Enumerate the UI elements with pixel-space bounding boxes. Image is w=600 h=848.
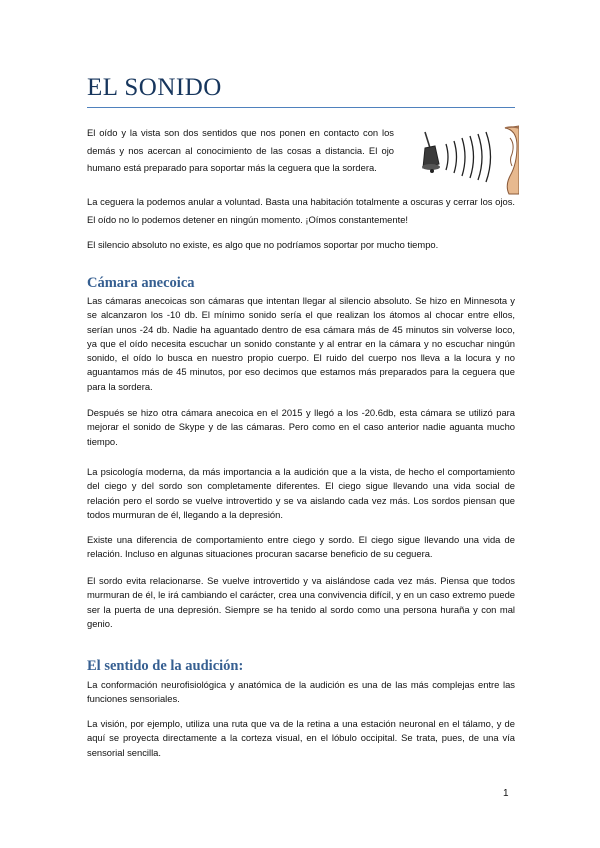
section-heading-sentido-audicion: El sentido de la audición:	[87, 658, 244, 674]
section1-paragraph-5: El sordo evita relacionarse. Se vuelve introvertido y va aislándose cada vez más. Piensa que todos murmuran de él, le irá cambiando el carácter, crea una convivencia difícil, y en un caso extremo puede ser la puerta de una depresión. Siempre se ha tenido al sordo como una persona huraña y con mal genio.	[87, 575, 515, 629]
page-title: EL SONIDO	[87, 74, 222, 101]
section-heading-camara-anecoica: Cámara anecoica	[87, 275, 195, 291]
section1-paragraph-3: La psicología moderna, da más importancia a la audición que a la vista, de hecho el comportamiento del ciego y del sordo son completamente diferentes. El ciego sigue llevando una vida social de relación pero el sordo se vuelve introvertido y se va aislando cada vez más. Los sordos piensan que todos murmuran de él, llegando a la depresión.	[87, 466, 515, 520]
section2-paragraph-2: La visión, por ejemplo, utiliza una ruta que va de la retina a una estación neuronal en el tálamo, y de aquí se proyecta directamente a la corteza visual, en el lóbulo occipital. Se trata, pues, de una vía sensorial sencilla.	[87, 718, 515, 758]
section1-paragraph-2: Después se hizo otra cámara anecoica en el 2015 y llegó a los -20.6db, esta cámara se utilizó para mejorar el sonido de Skype y de las cámaras. Pero como en el caso anterior nadie aguanta mucho tiempo.	[87, 407, 515, 447]
section1-paragraph-1: Las cámaras anecoicas son cámaras que intentan llegar al silencio absoluto. Se hizo en Minnesota y se alcanzaron los -10 db. El mínimo sonido sería el que realizan los átomos al chocar entre ellos, serían unos -24 db. Nadie ha aguantado dentro de esa cámara más de 45 minutos sin volverse loco, ya que el oído necesita escuchar un sonido constante y al entrar en la cámara y no escuchar ningún sonido, el oído lo busca en nuestro propio cuerpo. El ruido del cuerpo nos lleva a la locura y no aguantamos más de 45 minutos, por eso decimos que estamos más preparados para la ceguera que para la sordera.	[87, 295, 515, 392]
intro-paragraph-1: El oído y la vista son dos sentidos que nos ponen en contacto con los demás y nos acercan al conocimiento de las cosas a distancia. El ojo humano está preparado para soportar más la ceguera que la sordera.	[87, 127, 394, 173]
intro-paragraph-3: El silencio absoluto no existe, es algo que no podríamos soportar por mucho tiempo.	[87, 239, 439, 250]
page-number: 1	[503, 788, 509, 799]
section2-paragraph-1: La conformación neurofisiológica y anatómica de la audición es una de las más complejas entre las funciones sensoriales.	[87, 679, 515, 705]
intro-paragraph-2: La ceguera la podemos anular a voluntad. Basta una habitación totalmente a oscuras y cerrar los ojos. El oído no lo podemos detener en ningún momento. ¡Oímos constantemente!	[87, 196, 515, 225]
section1-paragraph-4: Existe una diferencia de comportamiento entre ciego y sordo. El ciego sigue llevando una vida de relación. Incluso en algunas situaciones procuran sacarse beneficio de su ceguera.	[87, 534, 515, 560]
title-underline	[87, 107, 515, 108]
bell-sound-ear-icon	[413, 124, 519, 196]
